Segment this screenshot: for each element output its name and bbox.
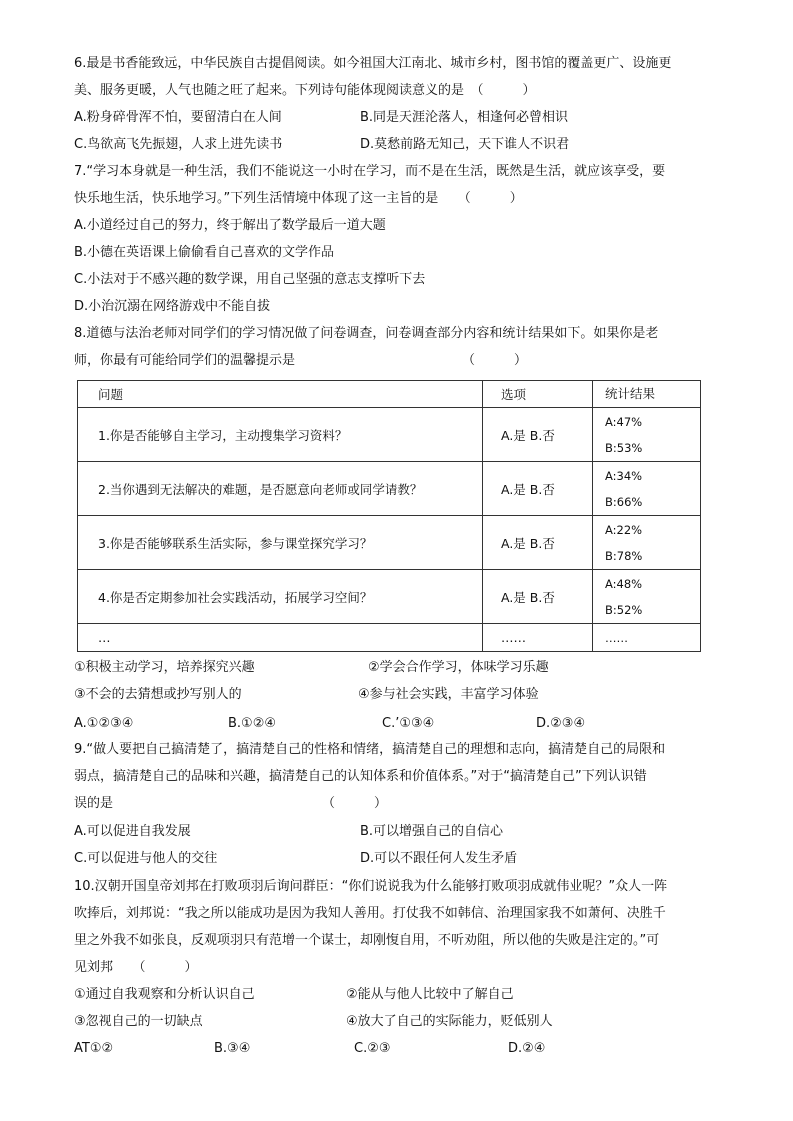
q6-stem-line-2: 美、服务更暖，人气也随之旺了起来。下列诗句能体现阅读意义的是 （ ） [74, 83, 536, 98]
q10-option-d[interactable]: D.②④ [508, 1041, 546, 1056]
q6-option-a[interactable]: A.粉身碎骨浑不怕，要留清白在人间 [74, 110, 282, 125]
q6-option-b[interactable]: B.同是天涯沦落人，相逢何必曾相识 [360, 110, 569, 125]
row-results [593, 570, 701, 624]
q6-stem-line-1: 6.最是书香能致远，中华民族自古提倡阅读。如今祖国大江南北、城市乡村，图书馆的覆盖更广、设施更 [74, 56, 672, 71]
table-row [78, 408, 701, 462]
q8-answer-paren: （ ） [462, 353, 528, 368]
q10-option-b[interactable]: B.③④ [214, 1041, 251, 1056]
row-results [593, 408, 701, 462]
row-question: 2.当你遇到无法解决的难题，是否愿意向老师或同学请教？ [78, 462, 483, 516]
table-row-ellipsis [78, 624, 701, 652]
q10-item-1: ①通过自我观察和分析认识自己 [74, 987, 255, 1002]
ellipsis-cell: …… [483, 624, 593, 652]
q7-stem-line-1: 7.“学习本身就是一种生活，我们不能说这一小时在学习，而不是在生活，既然是生活，就应该享受，要 [74, 164, 666, 179]
q9-option-a[interactable]: A.可以促进自我发展 [74, 824, 191, 839]
row-options: A.是 B.否 [483, 462, 593, 516]
result-a: A:47% [605, 414, 643, 429]
ellipsis-cell: …… [593, 624, 701, 652]
table-row [78, 516, 701, 570]
q8-item-4: ④参与社会实践，丰富学习体验 [358, 687, 539, 702]
q8-option-c[interactable]: C.’①③④ [382, 716, 435, 731]
result-b: B:52% [605, 602, 643, 617]
q8-item-2: ②学会合作学习，体味学习乐趣 [368, 660, 549, 675]
result-a: A:22% [605, 522, 643, 537]
q8-option-b[interactable]: B.①②④ [228, 716, 277, 731]
q8-option-d[interactable]: D.②③④ [536, 716, 586, 731]
result-b: B:78% [605, 548, 643, 563]
q10-item-2: ②能从与他人比较中了解自己 [346, 987, 514, 1002]
row-results [593, 462, 701, 516]
survey-table [77, 380, 701, 652]
row-question: 1.你是否能够自主学习，主动搜集学习资料？ [78, 408, 483, 462]
ellipsis-cell: … [78, 624, 483, 652]
q10-stem-line-4: 见刘邦 （ ） [74, 960, 198, 975]
q10-option-a[interactable]: AT①② [74, 1041, 114, 1056]
result-a: A:48% [605, 576, 643, 591]
q7-stem-line-2: 快乐地生活，快乐地学习。”下列生活情境中体现了这一主旨的是 （ ） [74, 191, 523, 206]
q6-option-c[interactable]: C.鸟欲高飞先振翅，人求上进先读书 [74, 137, 283, 152]
row-results [593, 516, 701, 570]
q9-answer-paren: （ ） [322, 796, 388, 811]
row-question: 4.你是否定期参加社会实践活动，拓展学习空间？ [78, 570, 483, 624]
table-row [78, 570, 701, 624]
q10-stem-line-2: 吹捧后，刘邦说：“我之所以能成功是因为我知人善用。打仗我不如韩信、治理国家我不如萧何、决胜千 [74, 906, 666, 921]
q10-stem-line-3: 里之外我不如张良，反观项羽只有范增一个谋士，却刚愎自用，不听劝阻，所以他的失败是注定的。”可 [74, 933, 660, 948]
q8-item-1: ①积极主动学习，培养探究兴趣 [74, 660, 255, 675]
q7-option-c[interactable]: C.小法对于不感兴趣的数学课，用自己坚强的意志支撑听下去 [74, 272, 426, 287]
q7-option-b[interactable]: B.小德在英语课上偷偷看自己喜欢的文学作品 [74, 245, 335, 260]
result-a: A:34% [605, 468, 643, 483]
q6-option-d[interactable]: D.莫愁前路无知己，天下谁人不识君 [360, 137, 570, 152]
header-results: 统计结果 [593, 381, 701, 408]
q8-stem-line-1: 8.道德与法治老师对同学们的学习情况做了问卷调查，问卷调查部分内容和统计结果如下。如果你是老 [74, 326, 659, 341]
header-question: 问题 [78, 381, 483, 408]
q8-option-a[interactable]: A.①②③④ [74, 716, 134, 731]
q9-stem-line-3: 误的是 [74, 796, 114, 811]
row-question: 3.你是否能够联系生活实际，参与课堂探究学习？ [78, 516, 483, 570]
row-options: A.是 B.否 [483, 516, 593, 570]
table-header-row [78, 381, 701, 408]
q10-stem-line-1: 10.汉朝开国皇帝刘邦在打败项羽后询问群臣：“你们说说我为什么能够打败项羽成就伟业呢？”众人一阵 [74, 879, 668, 894]
result-b: B:66% [605, 494, 643, 509]
q7-option-a[interactable]: A.小道经过自己的努力，终于解出了数学最后一道大题 [74, 218, 386, 233]
q9-stem-line-1: 9.“做人要把自己搞清楚了，搞清楚自己的性格和情绪，搞清楚自己的理想和志向，搞清楚自己的局限和 [74, 742, 666, 757]
header-options: 选项 [483, 381, 593, 408]
q9-option-c[interactable]: C.可以促进与他人的交往 [74, 851, 218, 866]
table-row [78, 462, 701, 516]
q9-option-d[interactable]: D.可以不跟任何人发生矛盾 [360, 851, 518, 866]
result-b: B:53% [605, 440, 643, 455]
row-options: A.是 B.否 [483, 570, 593, 624]
q10-item-4: ④放大了自己的实际能力，贬低别人 [346, 1014, 553, 1029]
q8-stem-line-2: 师，你最有可能给同学们的温馨提示是 [74, 353, 296, 368]
q10-option-c[interactable]: C.②③ [354, 1041, 391, 1056]
q10-item-3: ③忽视自己的一切缺点 [74, 1014, 203, 1029]
q9-option-b[interactable]: B.可以增强自己的自信心 [360, 824, 504, 839]
q7-option-d[interactable]: D.小治沉溺在网络游戏中不能自拔 [74, 299, 271, 314]
q9-stem-line-2: 弱点，搞清楚自己的品味和兴趣，搞清楚自己的认知体系和价值体系。”对于“搞清楚自己”下列认识错 [74, 769, 647, 784]
q8-item-3: ③不会的去猜想或抄写别人的 [74, 687, 242, 702]
row-options: A.是 B.否 [483, 408, 593, 462]
